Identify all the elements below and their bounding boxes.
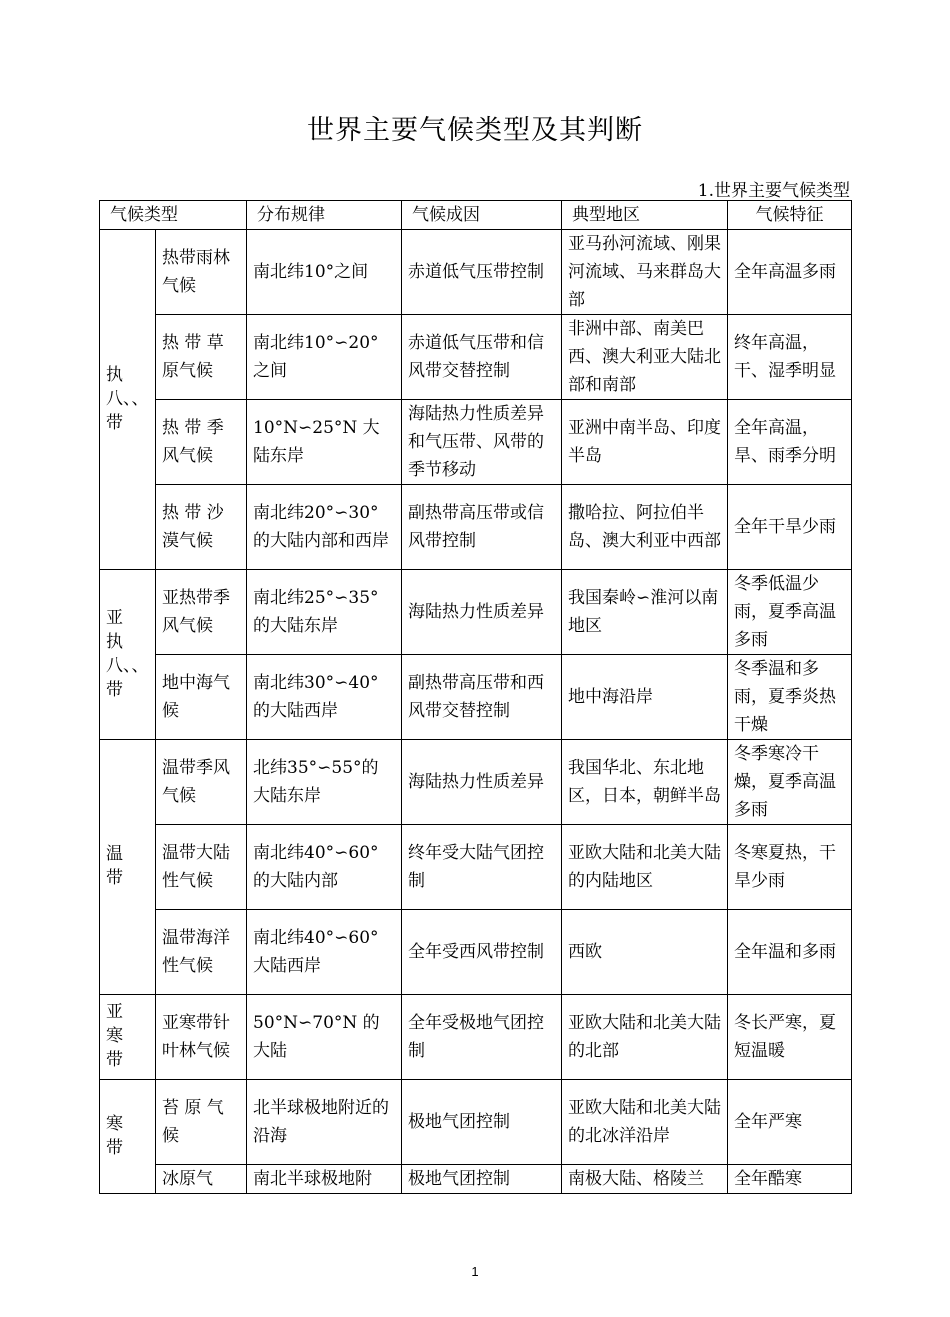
distribution-cell: 北纬35°∽55°的大陆东岸 <box>247 740 402 825</box>
distribution-cell: 南北纬40°∽60°大陆西岸 <box>247 910 402 995</box>
distribution-cell: 南北半球极地附 <box>247 1165 402 1194</box>
page-title: 世界主要气候类型及其判断 <box>307 115 643 146</box>
feature-cell: 全年高温，旱、雨季分明 <box>728 400 852 485</box>
zone-cell: 亚执八、、带 <box>100 570 156 740</box>
cause-cell: 海陆热力性质差异和气压带、风带的季节移动 <box>402 400 562 485</box>
cause-cell: 赤道低气压带和信风带交替控制 <box>402 315 562 400</box>
region-cell: 我国秦岭∽淮河以南地区 <box>562 570 728 655</box>
region-cell: 撒哈拉、阿拉伯半岛、澳大利亚中西部 <box>562 485 728 570</box>
climate-type-cell: 热带雨林气候 <box>156 230 247 315</box>
region-cell: 我国华北、东北地区，日本，朝鲜半岛 <box>562 740 728 825</box>
header-climate-type: 气候类型 <box>100 201 247 230</box>
region-cell: 亚欧大陆和北美大陆的内陆地区 <box>562 825 728 910</box>
cause-cell: 海陆热力性质差异 <box>402 570 562 655</box>
table-row <box>100 400 852 485</box>
table-row <box>100 1165 852 1194</box>
cause-cell: 极地气团控制 <box>402 1165 562 1194</box>
region-cell: 亚马孙河流域、刚果河流域、马来群岛大部 <box>562 230 728 315</box>
section-heading: 1.世界主要气候类型 <box>697 181 850 201</box>
table-row <box>100 485 852 570</box>
feature-cell: 冬寒夏热，干旱少雨 <box>728 825 852 910</box>
table-row <box>100 315 852 400</box>
cause-cell: 全年受西风带控制 <box>402 910 562 995</box>
distribution-cell: 南北纬30°∽40°的大陆西岸 <box>247 655 402 740</box>
climate-type-cell: 温带大陆性气候 <box>156 825 247 910</box>
feature-cell: 全年温和多雨 <box>728 910 852 995</box>
zone-cell: 寒带 <box>100 1080 156 1194</box>
region-cell: 亚欧大陆和北美大陆的北冰洋沿岸 <box>562 1080 728 1165</box>
climate-table <box>99 200 852 1194</box>
table-header-row <box>100 201 852 230</box>
distribution-cell: 北半球极地附近的沿海 <box>247 1080 402 1165</box>
feature-cell: 冬长严寒，夏短温暖 <box>728 995 852 1080</box>
table-row <box>100 910 852 995</box>
cause-cell: 副热带高压带或信风带控制 <box>402 485 562 570</box>
cause-cell: 全年受极地气团控制 <box>402 995 562 1080</box>
climate-type-cell: 冰原气 <box>156 1165 247 1194</box>
climate-type-cell: 温带季风气候 <box>156 740 247 825</box>
climate-type-cell: 地中海气候 <box>156 655 247 740</box>
table-row <box>100 230 852 315</box>
distribution-cell: 10°N∽25°N 大陆东岸 <box>247 400 402 485</box>
zone-cell: 执八、、带 <box>100 230 156 570</box>
header-region: 典型地区 <box>562 201 728 230</box>
climate-type-cell: 亚热带季风气候 <box>156 570 247 655</box>
feature-cell: 全年严寒 <box>728 1080 852 1165</box>
cause-cell: 极地气团控制 <box>402 1080 562 1165</box>
feature-cell: 全年高温多雨 <box>728 230 852 315</box>
feature-cell: 冬季低温少雨，夏季高温多雨 <box>728 570 852 655</box>
feature-cell: 冬季寒冷干燥，夏季高温多雨 <box>728 740 852 825</box>
feature-cell: 全年酷寒 <box>728 1165 852 1194</box>
zone-cell: 温带 <box>100 740 156 995</box>
distribution-cell: 南北纬10°∽20°之间 <box>247 315 402 400</box>
region-cell: 地中海沿岸 <box>562 655 728 740</box>
table-row <box>100 740 852 825</box>
region-cell: 南极大陆、格陵兰 <box>562 1165 728 1194</box>
feature-cell: 全年干旱少雨 <box>728 485 852 570</box>
feature-cell: 终年高温，干、湿季明显 <box>728 315 852 400</box>
table-row <box>100 825 852 910</box>
distribution-cell: 50°N∽70°N 的大陆 <box>247 995 402 1080</box>
distribution-cell: 南北纬40°∽60°的大陆内部 <box>247 825 402 910</box>
region-cell: 西欧 <box>562 910 728 995</box>
header-distribution: 分布规律 <box>247 201 402 230</box>
table-row <box>100 995 852 1080</box>
cause-cell: 终年受大陆气团控制 <box>402 825 562 910</box>
cause-cell: 副热带高压带和西风带交替控制 <box>402 655 562 740</box>
climate-type-cell: 热 带 季风气候 <box>156 400 247 485</box>
feature-cell: 冬季温和多雨，夏季炎热干燥 <box>728 655 852 740</box>
region-cell: 非洲中部、南美巴西、澳大利亚大陆北部和南部 <box>562 315 728 400</box>
page-number: 1 <box>471 1264 479 1279</box>
climate-type-cell: 温带海洋性气候 <box>156 910 247 995</box>
cause-cell: 海陆热力性质差异 <box>402 740 562 825</box>
climate-type-cell: 苔 原 气候 <box>156 1080 247 1165</box>
table-row <box>100 655 852 740</box>
header-cause: 气候成因 <box>402 201 562 230</box>
climate-type-cell: 亚寒带针叶林气候 <box>156 995 247 1080</box>
cause-cell: 赤道低气压带控制 <box>402 230 562 315</box>
climate-type-cell: 热 带 草原气候 <box>156 315 247 400</box>
table-row <box>100 1080 852 1165</box>
region-cell: 亚欧大陆和北美大陆的北部 <box>562 995 728 1080</box>
header-feature: 气候特征 <box>728 201 852 230</box>
table-row <box>100 570 852 655</box>
distribution-cell: 南北纬25°∽35°的大陆东岸 <box>247 570 402 655</box>
region-cell: 亚洲中南半岛、印度半岛 <box>562 400 728 485</box>
distribution-cell: 南北纬20°∽30°的大陆内部和西岸 <box>247 485 402 570</box>
distribution-cell: 南北纬10°之间 <box>247 230 402 315</box>
climate-type-cell: 热 带 沙漠气候 <box>156 485 247 570</box>
zone-cell: 亚寒带 <box>100 995 156 1080</box>
